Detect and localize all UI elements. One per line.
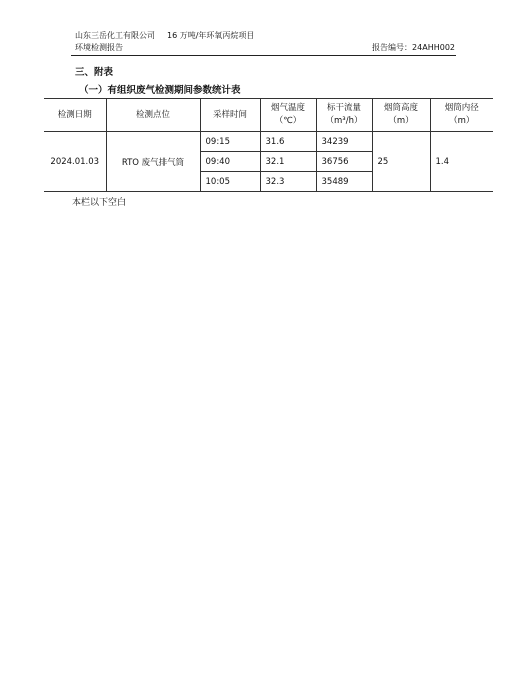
- report-type: 环境检测报告: [75, 43, 123, 52]
- header-height: 烟筒高度 （m）: [372, 99, 430, 132]
- cell-time: 10:05: [200, 172, 260, 192]
- cell-flow: 35489: [316, 172, 372, 192]
- cell-diameter: 1.4: [430, 132, 493, 192]
- header-flow: 标干流量 （m³/h）: [316, 99, 372, 132]
- header-temp: 烟气温度 （℃）: [260, 99, 316, 132]
- table-title: （一）有组织废气检测期间参数统计表: [79, 85, 241, 96]
- report-number-label: 报告编号：: [372, 43, 413, 52]
- header-time: 采样时间: [200, 99, 260, 132]
- header-line-1: [75, 31, 254, 41]
- cell-flow: 36756: [316, 152, 372, 172]
- section-title: 三、附表: [75, 67, 114, 78]
- header-diameter: 烟筒内径 （m）: [430, 99, 493, 132]
- company-name: 山东三岳化工有限公司: [75, 31, 155, 40]
- parameter-table: [44, 98, 493, 192]
- cell-temp: 32.1: [260, 152, 316, 172]
- cell-height: 25: [372, 132, 430, 192]
- header-point: 检测点位: [106, 99, 200, 132]
- report-number: [372, 43, 455, 53]
- header-rule: [71, 55, 456, 56]
- cell-date: 2024.01.03: [44, 132, 106, 192]
- cell-flow: 34239: [316, 132, 372, 152]
- cell-temp: 31.6: [260, 132, 316, 152]
- report-number-value: 24AHH002: [412, 43, 455, 52]
- cell-temp: 32.3: [260, 172, 316, 192]
- table-row: [44, 132, 493, 152]
- header-date: 检测日期: [44, 99, 106, 132]
- blank-below-note: 本栏以下空白: [72, 198, 127, 208]
- table-header-row: [44, 99, 493, 132]
- project-name: 16 万吨/年环氧丙烷项目: [167, 31, 255, 40]
- cell-time: 09:40: [200, 152, 260, 172]
- cell-time: 09:15: [200, 132, 260, 152]
- cell-point: RTO 废气排气筒: [106, 132, 200, 192]
